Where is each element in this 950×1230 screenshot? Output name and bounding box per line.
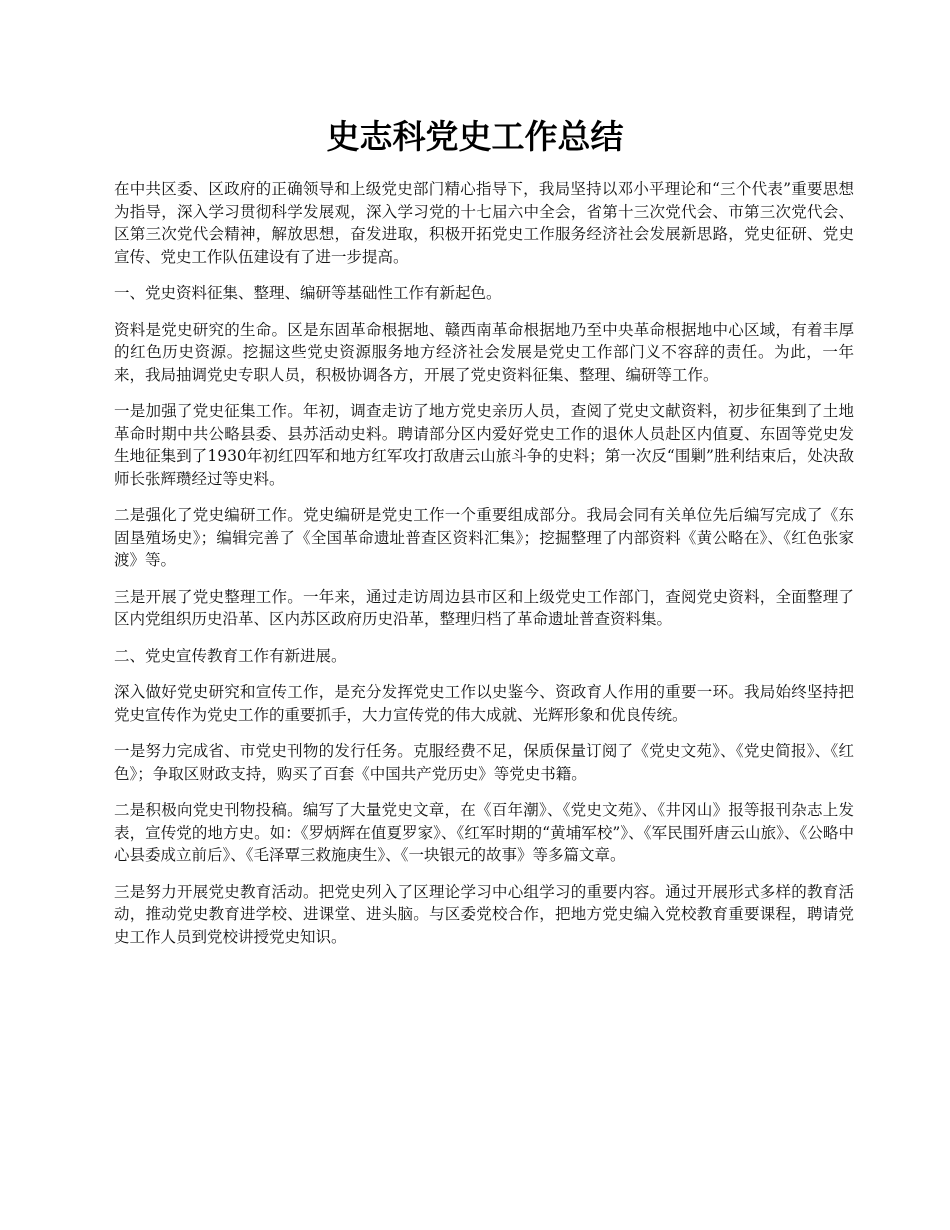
paragraph: 二是强化了党史编研工作。党史编研是党史工作一个重要组成部分。我局会同有关单位先后编写完成了《东固垦殖场史》；编辑完善了《全国革命遗址普查区资料汇集》；挖掘整理了内部资料《黄公略在》、《红色张家渡》等。 bbox=[114, 506, 854, 569]
paragraph: 三是开展了党史整理工作。一年来，通过走访周边县市区和上级党史工作部门，查阅党史资料，全面整理了区内党组织历史沿革、区内苏区政府历史沿革，整理归档了革命遗址普查资料集。 bbox=[114, 587, 854, 628]
intro-paragraph: 在中共区委、区政府的正确领导和上级党史部门精心指导下，我局坚持以邓小平理论和“三个代表”重要思想为指导，深入学习贯彻科学发展观，深入学习党的十七届六中全会，省第十三次党代会、市第三次党代会、区第三次党代会精神，解放思想，奋发进取，积极开拓党史工作服务经济社会发展新思路，党史征研、党史宣传、党史工作队伍建设有了进一步提高。 bbox=[114, 180, 854, 266]
paragraph: 一是加强了党史征集工作。年初，调查走访了地方党史亲历人员，查阅了党史文献资料，初步征集到了土地革命时期中共公略县委、县苏活动史料。聘请部分区内爱好党史工作的退休人员赴区内值夏、东固等党史发生地征集到了1930年初红四军和地方红军攻打敌唐云山旅斗争的史料；第一次反“围剿”胜利结束后，处决敌师长张辉瓒经过等史料。 bbox=[114, 402, 854, 488]
section-heading-2: 二、党史宣传教育工作有新进展。 bbox=[114, 646, 347, 665]
paragraph: 一是努力完成省、市党史刊物的发行任务。克服经费不足，保质保量订阅了《党史文苑》、《党史简报》、《红色》；争取区财政支持，购买了百套《中国共产党历史》等党史书籍。 bbox=[114, 742, 854, 783]
paragraph: 二是积极向党史刊物投稿。编写了大量党史文章，在《百年潮》、《党史文苑》、《井冈山》报等报刊杂志上发表，宣传党的地方史。如：《罗炳辉在值夏罗家》、《红军时期的“黄埔军校”》、《军民围歼唐云山旅》、《公略中心县委成立前后》、《毛泽覃三救施庚生》、《一块银元的故事》等多篇文章。 bbox=[114, 801, 854, 864]
paragraph: 资料是党史研究的生命。区是东固革命根据地、赣西南革命根据地乃至中央革命根据地中心区域，有着丰厚的红色历史资源。挖掘这些党史资源服务地方经济社会发展是党史工作部门义不容辞的责任。为此，一年来，我局抽调党史专职人员，积极协调各方，开展了党史资料征集、整理、编研等工作。 bbox=[114, 320, 854, 384]
document-title: 史志科党史工作总结 bbox=[326, 117, 624, 156]
document-body bbox=[114, 178, 854, 962]
paragraph: 三是努力开展党史教育活动。把党史列入了区理论学习中心组学习的重要内容。通过开展形式多样的教育活动，推动党史教育进学校、进课堂、进头脑。与区委党校合作，把地方党史编入党校教育重要课程，聘请党史工作人员到党校讲授党史知识。 bbox=[114, 882, 854, 946]
section-heading-1: 一、党史资料征集、整理、编研等基础性工作有新起色。 bbox=[114, 284, 502, 302]
paragraph: 深入做好党史研究和宣传工作，是充分发挥党史工作以史鉴今、资政育人作用的重要一环。我局始终坚持把党史宣传作为党史工作的重要抓手，大力宣传党的伟大成就、光辉形象和优良传统。 bbox=[114, 683, 854, 724]
